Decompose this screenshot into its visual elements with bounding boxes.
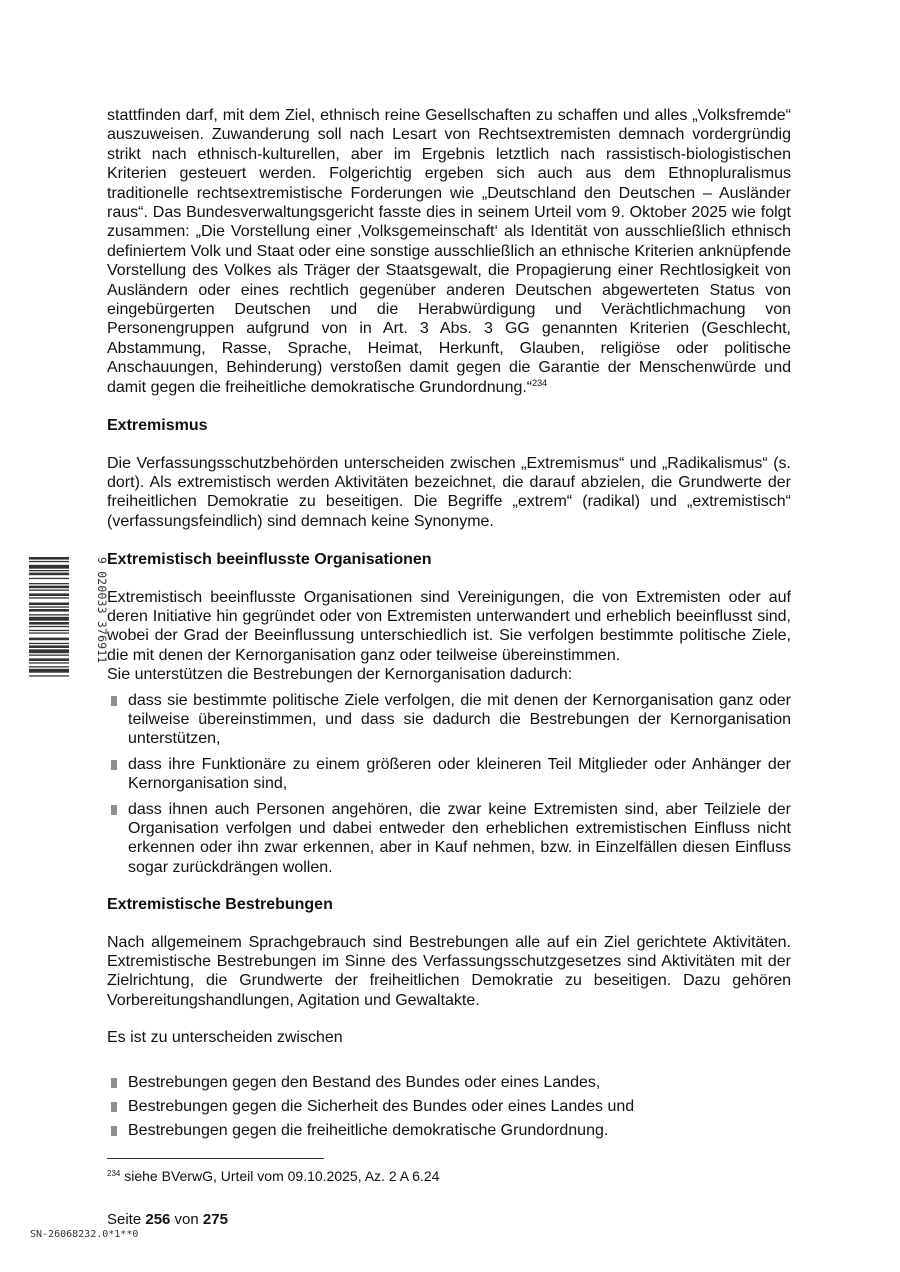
- barcode-bar: [29, 622, 69, 625]
- paragraph-beeinflusste-organisationen: Extremistisch beeinflusste Organisationen sind Vereinigungen, die von Extremisten oder auf deren Initiative hin gegründet oder von Extremisten unterwandert und erheblich beeinflusst sind, wobei der Grad der Beeinflussung unterschiedlich ist. Sie verfolgen bestimmte politische Ziele, die mit denen der Kernorganisation ganz oder teilweise übereinstimmen.: [107, 588, 791, 664]
- page-number-middle: von: [170, 1211, 203, 1228]
- barcode-bar: [29, 630, 69, 631]
- barcode-bar: [29, 603, 69, 606]
- barcode-bar: [29, 643, 69, 644]
- barcode-bars: [29, 557, 69, 712]
- lead-extremistische-bestrebungen: Es ist zu unterscheiden zwischen: [107, 1029, 343, 1047]
- intro-paragraph-text: stattfinden darf, mit dem Ziel, ethnisch reine Gesellschaften zu schaffen und alles „Volksfremde“ auszuweisen. Zuwanderung soll nach Lesart von Rechtsextremisten demnach vordergründig strikt nach ethnisch-kulturellen, aber im Ergebnis letztlich nach rassistisch-biologistischen Kriterien gesteuert werden. Folgerichtig ergeben sich auch aus dem Ethnopluralismus traditionelle rechtsextremistische Forderungen wie „Deutschland den Deutschen – Ausländer raus“. Das Bundesverwaltungsgericht fasste dies in seinem Urteil vom 9. Oktober 2025 wie folgt zusammen: „Die Vorstellung einer ‚Volksgemeinschaft‘ als Identität von ausschließlich ethnisch definiertem Volk und Staat oder eine sonstige ausschließlich an ethnische Kriterien anknüpfende Vorstellung des Volkes als Träger der Staatsgewalt, die Propagierung einer Rechtlosigkeit von Ausländern oder eines rechtlich gegenüber anderen Deutschen abgewerteten Status von eingebürgerten Deutschen und die Herabwürdigung und Verächtlichmachung von Personengruppen aufgrund von in Art. 3 Abs. 3 GG genannten Kriterien (Geschlecht, Abstammung, Rasse, Sprache, Heimat, Herkunft, Glauben, religiöse oder politische Anschauungen, Behinderung) verstoßen damit gegen die Garantie der Menschenwürde und damit gegen die freiheitliche demokratische Grundordnung.“: [107, 107, 791, 396]
- barcode-bar: [29, 590, 69, 591]
- barcode-bar: [29, 597, 69, 598]
- barcode-bar: [29, 626, 69, 627]
- page-number-total: 275: [202, 1211, 228, 1228]
- page-number-prefix: Seite: [107, 1211, 146, 1228]
- barcode-bar: [29, 586, 69, 589]
- barcode-bar: [29, 570, 69, 571]
- paragraph-extremismus: Die Verfassungsschutzbehörden unterscheiden zwischen „Extremismus“ und „Radikalismus“ (s. dort). Als extremistisch werden Aktivitäten bezeichnet, die darauf abzielen, die Grundwerte der freiheitlichen Demokratie zu beseitigen. Die Begriffe „extrem“ (radikal) und „extremistisch“ (verfassungsfeindlich) sind demnach keine Synonyme.: [107, 454, 791, 530]
- barcode-bar: [29, 583, 69, 584]
- footnote-divider: [107, 1158, 324, 1159]
- barcode-bar: [29, 669, 69, 673]
- list-item: Bestrebungen gegen die freiheitliche demokratische Grundordnung.: [107, 1121, 791, 1140]
- barcode-bar: [29, 565, 69, 569]
- page-number-current: 256: [145, 1211, 171, 1228]
- barcode-bar: [29, 662, 69, 663]
- barcode-bar: [29, 617, 69, 621]
- bullet-list-organisationen: [107, 691, 791, 878]
- list-item: Bestrebungen gegen die Sicherheit des Bundes oder eines Landes und: [107, 1097, 791, 1116]
- barcode-bar: [29, 638, 69, 641]
- barcode-bar: [29, 557, 69, 560]
- heading-extremismus: Extremismus: [107, 417, 208, 435]
- list-item: dass sie bestimmte politische Ziele verfolgen, die mit denen der Kernorganisation ganz oder teilweise übereinstimmen, und dass sie dadurch die Bestrebungen der Kernorganisation unterstützen,: [107, 691, 791, 749]
- lead-beeinflusste-organisationen: Sie unterstützen die Bestrebungen der Kernorganisation dadurch:: [107, 666, 573, 684]
- barcode-bar: [29, 609, 69, 612]
- heading-beeinflusste-organisationen: Extremistisch beeinflusste Organisationen: [107, 551, 432, 569]
- barcode-bar: [29, 614, 69, 615]
- footnote-text: siehe BVerwG, Urteil vom 09.10.2025, Az. 2 A 6.24: [120, 1168, 440, 1184]
- page-content: [107, 106, 791, 1141]
- paragraph-extremistische-bestrebungen: Nach allgemeinem Sprachgebrauch sind Bestrebungen alle auf ein Ziel gerichtete Aktivitäten. Extremistische Bestrebungen im Sinne des Verfassungsschutzgesetzes sind Aktivitäten mit der Zielrichtung, die Grundwerte der freiheitlichen Demokratie zu beseitigen. Dazu gehören Vorbereitungshandlungen, Agitation und Gewaltakte.: [107, 933, 791, 1009]
- barcode-bar: [29, 573, 69, 576]
- barcode-bar: [29, 561, 69, 562]
- list-item: dass ihre Funktionäre zu einem größeren oder kleineren Teil Mitglieder oder Anhänger der Kernorganisation sind,: [107, 755, 791, 794]
- barcode-bar: [29, 675, 69, 676]
- barcode-bar: [29, 645, 69, 648]
- footnote: [107, 1167, 791, 1185]
- page-number: [107, 1211, 228, 1229]
- barcode-bar: [29, 593, 69, 596]
- barcode-bar: [29, 578, 69, 579]
- barcode-bar: [29, 632, 69, 633]
- barcode-number: 9 020033 376911: [95, 557, 108, 664]
- bullet-list-bestrebungen: [107, 1073, 791, 1141]
- list-item: dass ihnen auch Personen angehören, die zwar keine Extremisten sind, aber Teilziele der Organisation verfolgen und dabei entweder den erheblichen extremistischen Einfluss nicht erkennen oder ihn zwar erkennen, aber in Kauf nehmen, bzw. in Einzelfällen diesen Einfluss sogar zurückdrängen wollen.: [107, 800, 791, 878]
- document-id: SN-26068232.0*1**0: [30, 1229, 139, 1240]
- barcode-bar: [29, 658, 69, 661]
- barcode-bar: [29, 606, 69, 607]
- heading-extremistische-bestrebungen: Extremistische Bestrebungen: [107, 896, 333, 914]
- intro-paragraph: [107, 106, 791, 397]
- barcode-bar: [29, 649, 69, 653]
- footnote-number: 234: [107, 1169, 121, 1178]
- list-item: Bestrebungen gegen den Bestand des Bundes oder eines Landes,: [107, 1073, 791, 1092]
- footnote-ref[interactable]: 234: [532, 377, 548, 388]
- barcode: [29, 557, 108, 712]
- barcode-bar: [29, 666, 69, 667]
- barcode-bar: [29, 655, 69, 656]
